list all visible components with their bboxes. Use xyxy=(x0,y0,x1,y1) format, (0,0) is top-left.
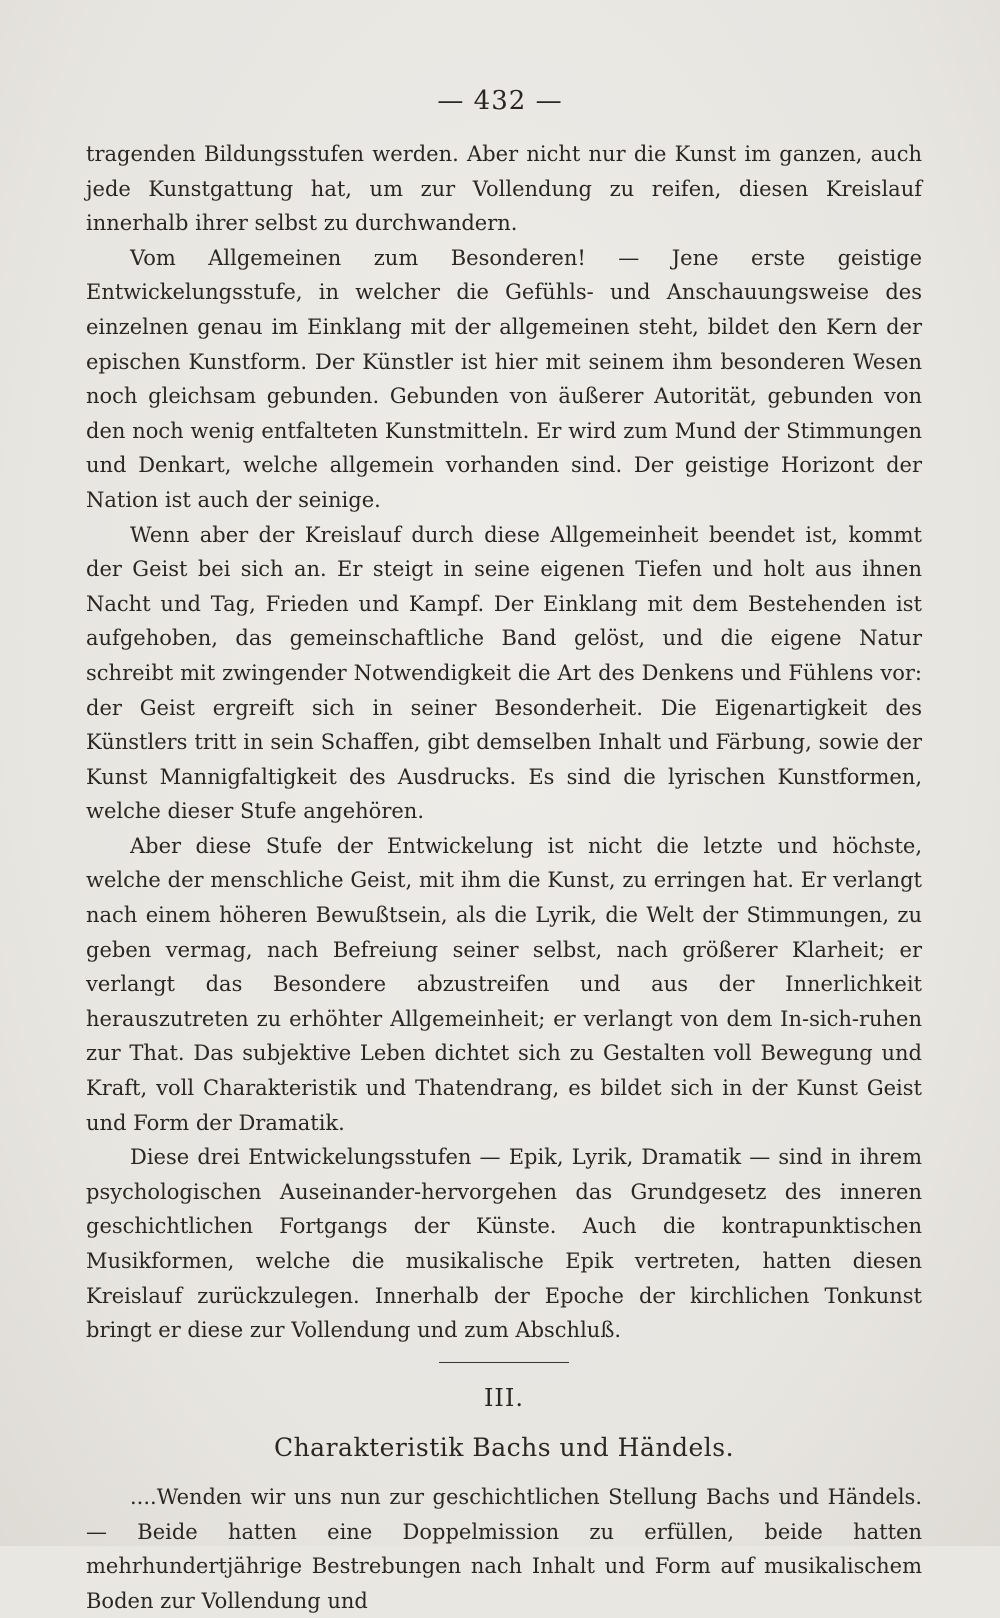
paragraph-3: Wenn aber der Kreislauf durch diese Allgemeinheit beendet ist, kommt der Geist bei sich an. Er steigt in seine eigenen Tiefen und holt aus ihnen Nacht und Tag, Frieden und Kampf. Der Einklang mit dem Bestehenden ist aufgehoben, das gemeinschaftliche Band gelöst, und die eigene Natur schreibt mit zwingender Notwendigkeit die Art des Denkens und Fühlens vor: der Geist ergreift sich in seiner Besonderheit. Die Eigenartigkeit des Künstlers tritt in sein Schaffen, gibt demselben Inhalt und Färbung, sowie der Kunst Mannigfaltigkeit des Ausdrucks. Es sind die lyrischen Kunstformen, welche dieser Stufe angehören. xyxy=(86,522,922,824)
page-number: — 432 — xyxy=(437,86,563,116)
paragraph-6: ....Wenden wir uns nun zur geschichtlichen Stellung Bachs und Händels. — Beide hatten eine Doppelmission zu erfüllen, beide hatten mehrhundertjährige Bestrebungen nach Inhalt und Form auf musikalischem Boden zur Vollendung und xyxy=(86,1484,922,1613)
paragraph-5: Diese drei Entwickelungsstufen — Epik, Lyrik, Dramatik — sind in ihrem psychologischen Auseinander-hervorgehen das Grundgesetz des inneren geschichtlichen Fortgangs der Künste. Auch die kontrapunktischen Musikformen, welche die musikalische Epik vertreten, hatten diesen Kreislauf zurückzulegen. Innerhalb der Epoche der kirchlichen Tonkunst bringt er diese zur Vollendung und zum Abschluß. xyxy=(86,1145,922,1343)
section-divider xyxy=(439,1362,569,1363)
section-title: Charakteristik Bachs und Händels. xyxy=(273,1433,735,1463)
page-body xyxy=(86,137,922,1618)
paragraph-2: Vom Allgemeinen zum Besonderen! — Jene erste geistige Entwickelungsstufe, in welcher die Gefühls- und Anschauungsweise des einzelnen genau im Einklang mit der allgemeinen steht, bildet den Kern der epischen Kunstform. Der Künstler ist hier mit seinem ihm besonderen Wesen noch gleichsam gebunden. Gebunden von äußerer Autorität, gebunden von den noch wenig entfalteten Kunstmitteln. Er wird zum Mund der Stimmungen und Denkart, welche allgemein vorhanden sind. Der geistige Horizont der Nation ist auch der seinige. xyxy=(86,245,922,512)
paragraph-4: Aber diese Stufe der Entwickelung ist nicht die letzte und höchste, welche der menschliche Geist, mit ihm die Kunst, zu erringen hat. Er verlangt nach einem höheren Bewußtsein, als die Lyrik, die Welt der Stimmungen, zu geben vermag, nach Befreiung seiner selbst, nach größerer Klarheit; er verlangt das Besondere abzustreifen und aus der Innerlichkeit herauszutreten zu erhöhter Allgemeinheit; er verlangt von dem In-sich-ruhen zur That. Das subjektive Leben dichtet sich zu Gestalten voll Bewegung und Kraft, voll Charakteristik und Thatendrang, es bildet sich in der Kunst Geist und Form der Dramatik. xyxy=(86,833,922,1135)
paragraph-1: tragenden Bildungsstufen werden. Aber nicht nur die Kunst im ganzen, auch jede Kunstgattung hat, um zur Vollendung zu reifen, diesen Kreislauf innerhalb ihrer selbst zu durchwandern. xyxy=(86,142,922,236)
section-number: III. xyxy=(483,1383,525,1412)
